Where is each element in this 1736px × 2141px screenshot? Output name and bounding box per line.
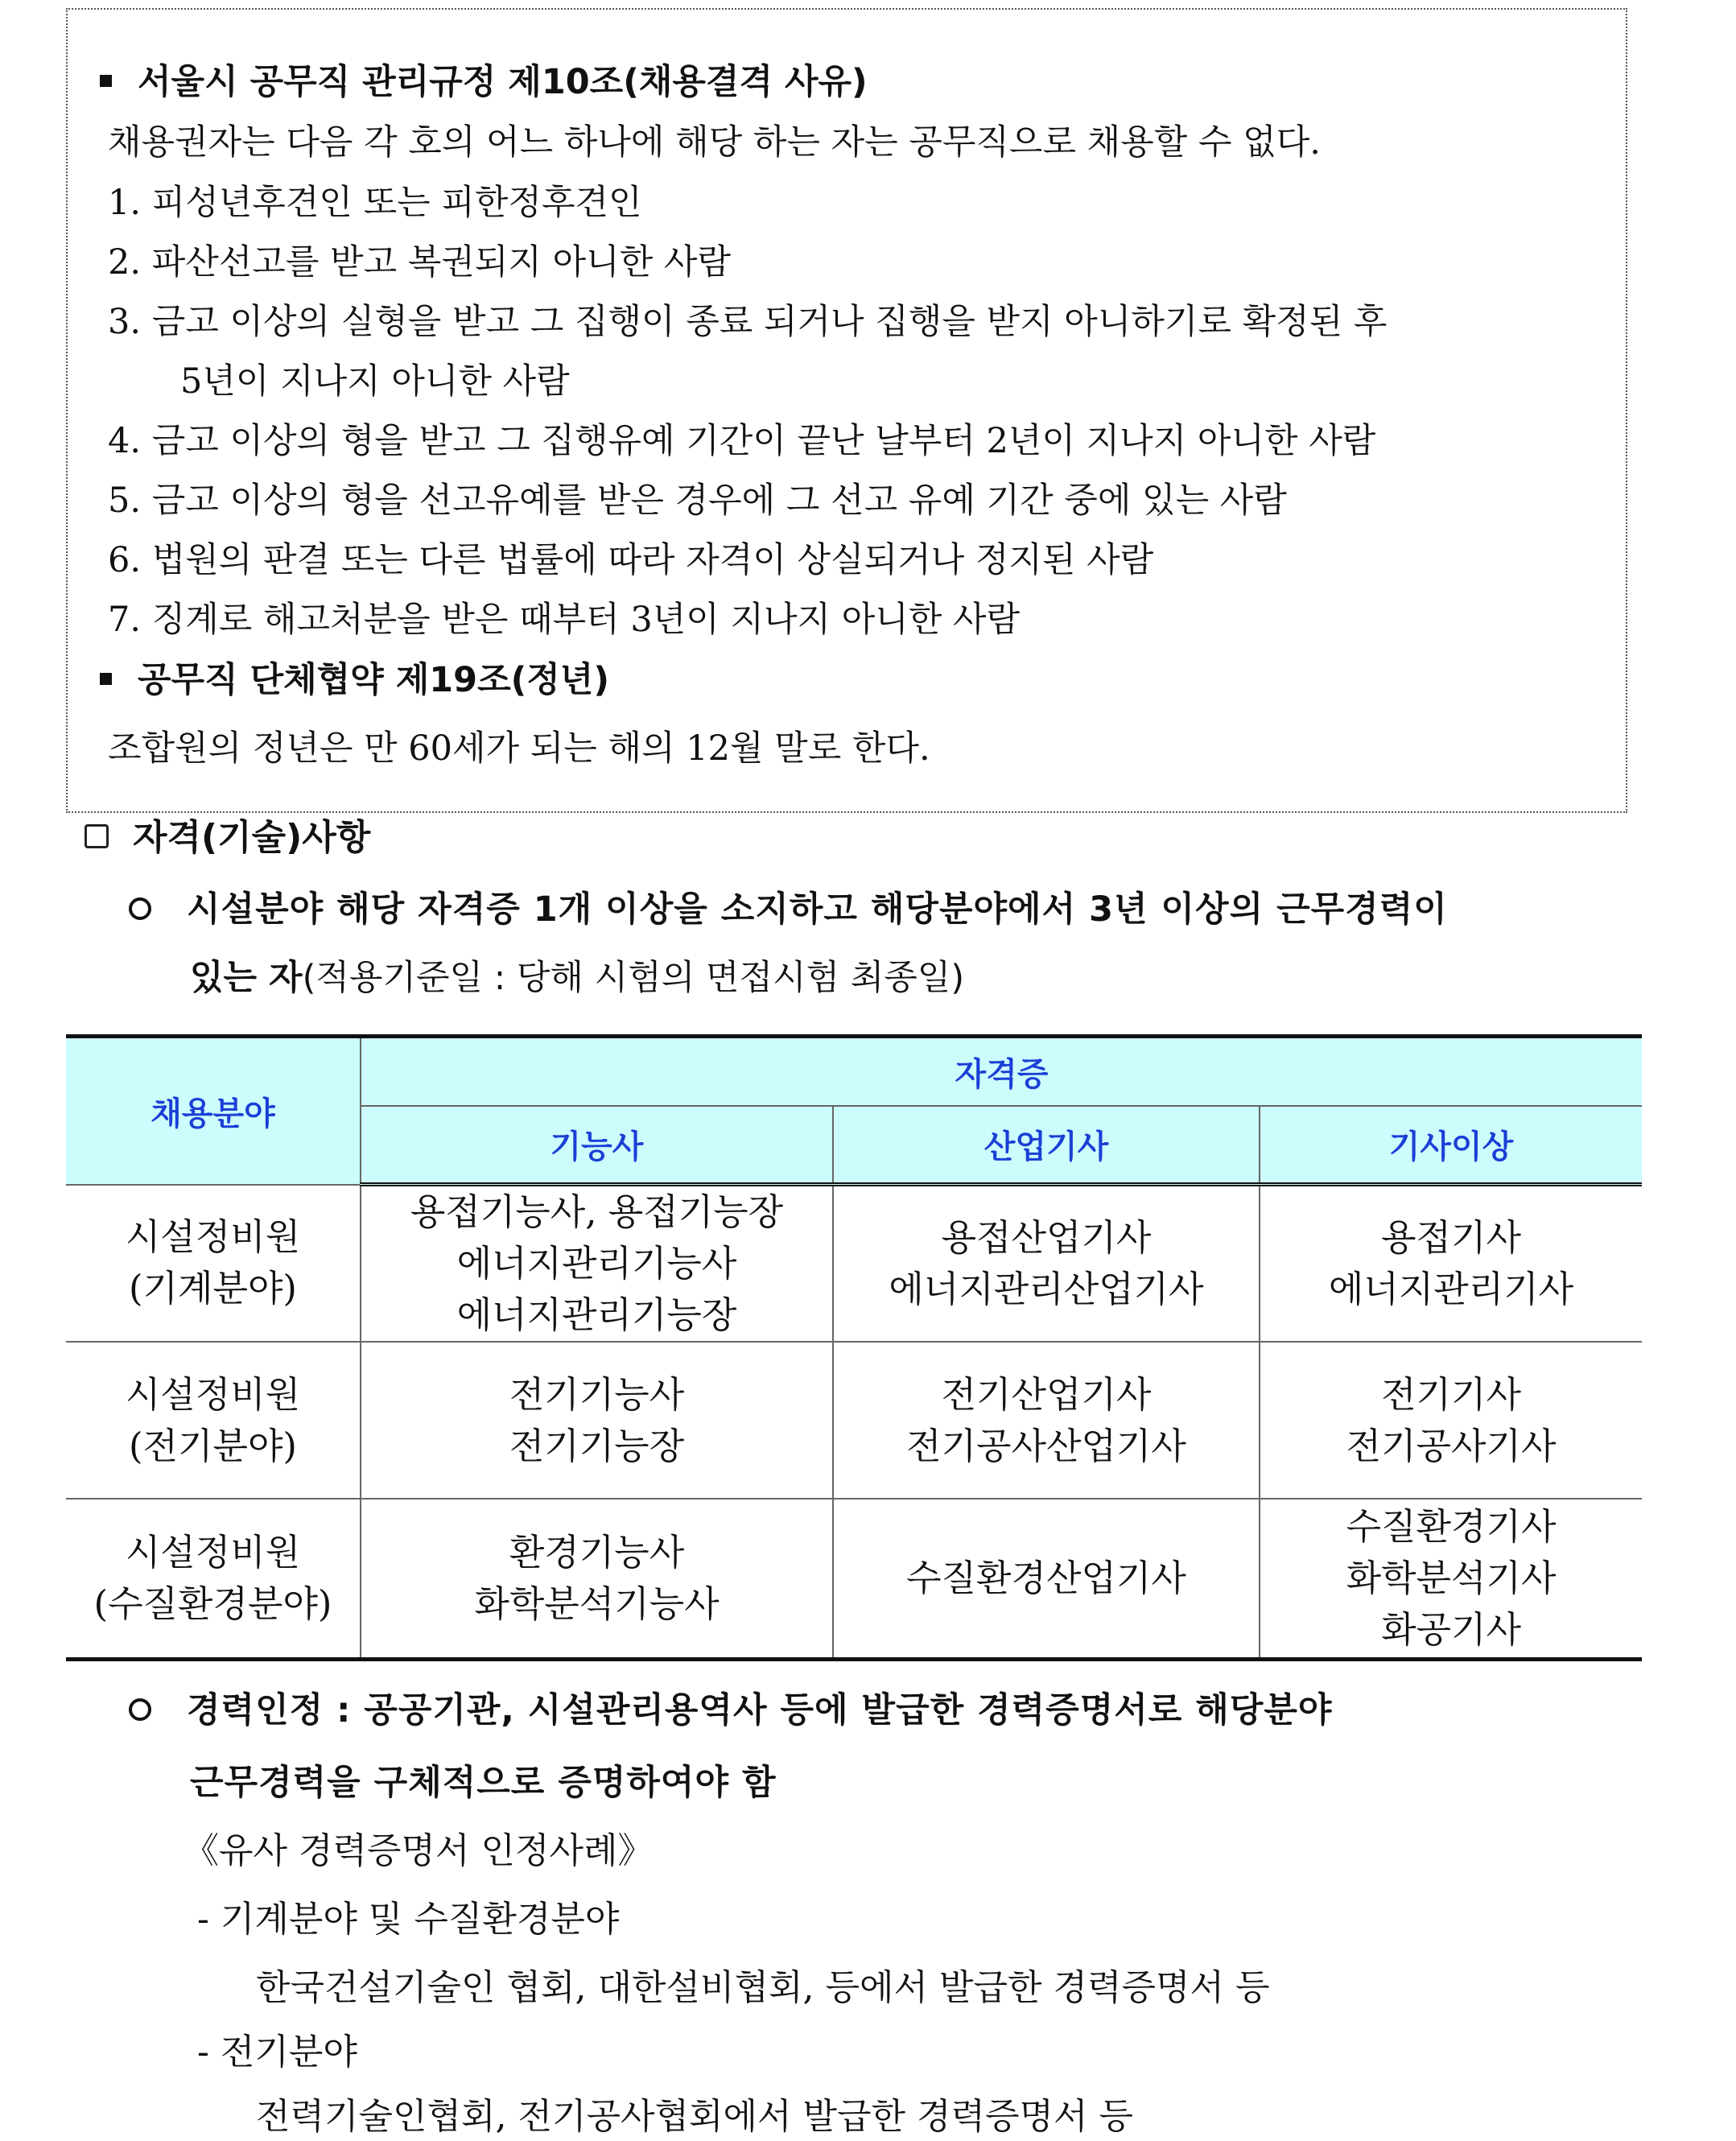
career-recognition-line1 [129,1686,1332,1735]
row-field [66,1342,361,1499]
row-industrial-certs [833,1185,1260,1343]
circle-bullet-icon [129,897,151,920]
regulation-item-7: 7. 징계로 해고처분을 받은 때부터 3년이 지나지 아니한 사람 [108,600,1021,640]
square-bullet-icon [100,75,112,87]
cert-line: 화학분석기사 [1346,1556,1557,1599]
circle-bullet-icon [129,1698,151,1721]
career-examples-title: 《유사 경력증명서 인정사례》 [183,1830,654,1871]
cert-line: 수질환경산업기사 [906,1556,1186,1599]
cert-line: 에너지관리기능사 [456,1242,737,1285]
row-field [66,1185,361,1343]
table-header-row [66,1037,1642,1106]
career-example-1-body: 한국건설기술인 협회, 대한설비협회, 등에서 발급한 경력증명서 등 [256,1967,1270,2008]
cert-line: 환경기능사 [509,1530,685,1574]
row-engineer-certs [1260,1499,1642,1659]
cert-line: 에너지관리산업기사 [889,1268,1204,1310]
agreement-title-text: 공무직 단체협약 제19조(정년) [138,660,610,700]
row-craftsman-certs [361,1342,833,1499]
cert-line: 수질환경기사 [1346,1504,1557,1548]
career-recognition-text: 경력인정 : 공공기관, 시설관리용역사 등에 발급한 경력증명서로 해당분야 [187,1690,1333,1731]
cert-line: 에너지관리기사 [1328,1268,1574,1310]
qualification-table [66,1034,1642,1661]
retirement-text: 조합원의 정년은 만 60세가 되는 해의 12월 말로 한다. [108,728,930,769]
row-engineer-certs [1260,1342,1642,1499]
subheader-craftsman: 기능사 [361,1106,833,1185]
cert-line: 전기기능사 [509,1372,685,1416]
cert-line: 화공기사 [1381,1607,1521,1651]
checkbox-icon [85,824,109,848]
career-recognition-line2: 근무경력을 구체적으로 증명하여야 함 [190,1763,777,1803]
cert-line: 용접산업기사 [941,1216,1152,1259]
qualification-requirement-text: 시설분야 해당 자격증 1개 이상을 소지하고 해당분야에서 3년 이상의 근무경력이 [187,889,1448,930]
row-craftsman-certs [361,1499,833,1659]
cert-line: 전기기사 [1381,1372,1521,1416]
cert-line: 용접기사 [1381,1216,1521,1259]
cert-line: 전기공사산업기사 [906,1424,1186,1467]
cert-line: 전기기능장 [509,1424,685,1467]
regulation-item-2: 2. 파산선고를 받고 복권되지 아니한 사람 [108,242,731,283]
row-engineer-certs [1260,1185,1642,1343]
qualification-requirement-line1 [129,885,1448,934]
field-line: (전기분야) [129,1424,297,1467]
regulation-item-3-cont: 5년이 지나지 아니한 사람 [180,361,570,402]
regulation-item-3: 3. 금고 이상의 실형을 받고 그 집행이 종료 되거나 집행을 받지 아니하기로 확정된 후 [108,302,1388,342]
regulation-title-text: 서울시 공무직 관리규정 제10조(채용결격 사유) [138,62,868,102]
regulation-title [100,58,868,106]
cert-line: 화학분석기능사 [474,1582,720,1625]
regulation-item-4: 4. 금고 이상의 형을 받고 그 집행유예 기간이 끝난 날부터 2년이 지나지 아니한 사람 [108,421,1376,461]
table-row [66,1342,1642,1499]
agreement-title [100,656,609,704]
field-line: 시설정비원 [125,1372,301,1416]
field-line: (기계분야) [129,1267,297,1310]
cert-line: 용접기능사, 용접기능장 [410,1190,784,1233]
cert-line: 에너지관리기능장 [456,1293,737,1336]
qualification-eligible-text: 있는 자 [190,958,303,998]
career-example-2-title: - 전기분야 [197,2032,357,2073]
square-bullet-icon [100,673,112,685]
table-row [66,1499,1642,1659]
field-line: 시설정비원 [125,1530,301,1574]
regulation-item-6: 6. 법원의 판결 또는 다른 법률에 따라 자격이 상실되거나 정지된 사람 [108,540,1154,580]
row-industrial-certs [833,1499,1260,1659]
cert-line: 전기공사기사 [1346,1424,1557,1467]
regulation-item-1: 1. 피성년후견인 또는 피한정후견인 [108,183,642,223]
header-certificate: 자격증 [361,1037,1642,1106]
field-line: 시설정비원 [125,1215,301,1259]
qualification-section-title-text: 자격(기술)사항 [133,817,371,858]
subheader-engineer: 기사이상 [1260,1106,1642,1185]
row-industrial-certs [833,1342,1260,1499]
subheader-industrial-engineer: 산업기사 [833,1106,1260,1185]
qualification-reference-date: (적용기준일 : 당해 시험의 면접시험 최종일) [302,958,965,998]
cert-line: 전기산업기사 [941,1372,1152,1416]
qualification-section-title [85,814,370,862]
field-line: (수질환경분야) [93,1582,332,1625]
row-craftsman-certs [361,1185,833,1343]
header-field: 채용분야 [66,1037,361,1185]
row-field [66,1499,361,1659]
regulation-item-5: 5. 금고 이상의 형을 선고유예를 받은 경우에 그 선고 유예 기간 중에 있는 사람 [108,481,1287,521]
career-example-2-body: 전력기술인협회, 전기공사협회에서 발급한 경력증명서 등 [256,2096,1134,2137]
regulation-intro: 채용권자는 다음 각 호의 어느 하나에 해당 하는 자는 공무직으로 채용할 수 없다. [108,122,1321,163]
qualification-requirement-line2 [190,954,964,1002]
career-example-1-title: - 기계분야 및 수질환경분야 [197,1899,620,1940]
table-row [66,1185,1642,1343]
regulation-box [66,8,1627,813]
